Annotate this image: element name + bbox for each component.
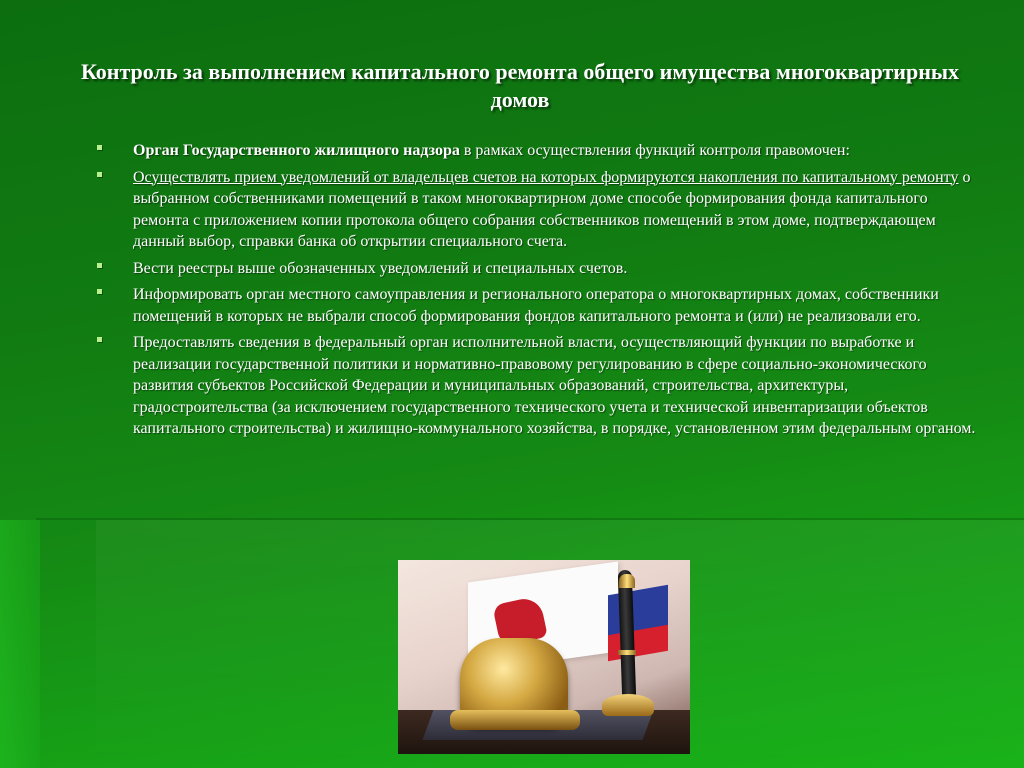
bullet-item [96,332,976,440]
bullet-text: о выбранном собственниками помещений в таком многоквартирном доме способе формирования фонда капитального ремонта с приложением копии протокола общего собрания собственников помещений в этом доме, подтверждающем данный выбор, справки банка об открытии специального счета. [133,168,971,250]
bullet-item [96,258,976,280]
stand-base [450,710,580,730]
bullet-text: Предоставлять сведения в федеральный орган исполнительной власти, осуществляющий функции по выработке и реализации государственной политики и нормативно-правовому регулированию в сфере социально-экономического развития субъектов Российской Федерации и муниципальных образований, строительства, архитектуры, градостроительства (за исключением государственного технического учета и технической инвентаризации объектов капитального строительства) и жилищно-коммунального хозяйства, в порядке, установленном этим федеральным органом. [133,334,976,437]
pen-holder [602,694,654,716]
desk-pen-photo [398,560,690,754]
bullet-item [96,284,976,327]
bullet-item [96,167,976,253]
background-decor-left [0,520,40,768]
pen-cap [619,574,635,588]
square-bullet-icon [97,337,102,342]
square-bullet-icon [97,145,102,150]
bullet-text: Вести реестры выше обозначенных уведомлений и специальных счетов. [133,259,628,277]
pen-icon [618,570,637,700]
square-bullet-icon [97,172,102,177]
bullet-underlined-text: Осуществлять прием уведомлений от владельцев счетов на которых формируются накопления по капитальному ремонту [133,168,959,186]
square-bullet-icon [97,263,102,268]
slide-title: Контроль за выполнением капитального ремонта общего имущества многоквартирных домов [80,59,960,112]
slide-body [96,140,976,445]
pen-ring [618,650,636,655]
bullet-text: Информировать орган местного самоуправления и регионального оператора о многоквартирных домах, собственники помещений в которых не выбрали способ формирования фондов капитального ремонта и (или) не реализовали его. [133,286,939,325]
bullet-text: в рамках осуществления функций контроля правомочен: [459,142,850,159]
bullet-item [96,140,976,162]
square-bullet-icon [97,289,102,294]
bullet-bold-text: Орган Государственного жилищного надзора [133,142,460,159]
